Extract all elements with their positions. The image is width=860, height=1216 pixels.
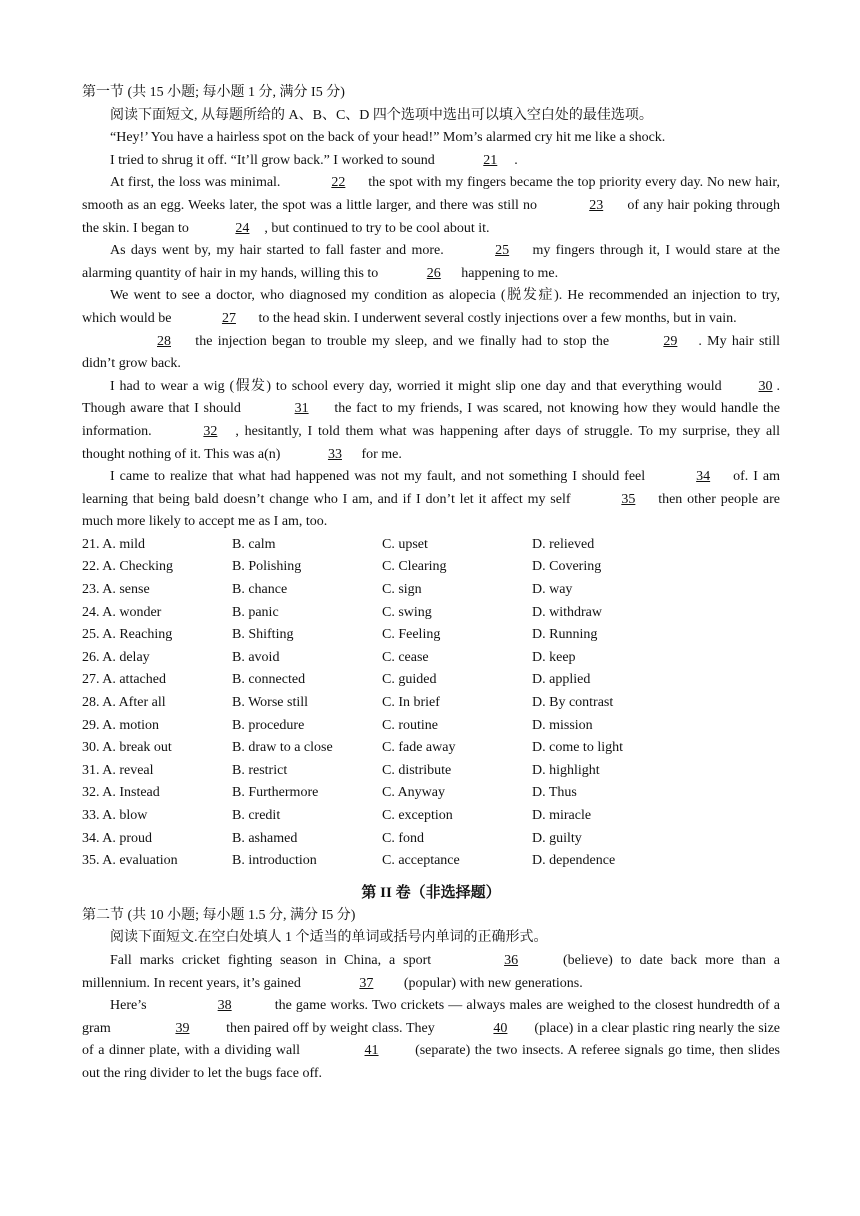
option-b: B. chance bbox=[232, 582, 288, 598]
option-d: D. highlight bbox=[532, 762, 600, 778]
option-d: D. guilty bbox=[532, 830, 582, 846]
option-d: D. way bbox=[532, 582, 573, 598]
option-b: B. calm bbox=[232, 536, 276, 552]
passage-paragraph-6: 28 the injection began to trouble my sleep, and we finally had to stop the 29 . My hair still didn’t grow back. bbox=[82, 331, 780, 376]
blank-24: 24 bbox=[235, 220, 250, 236]
option-a: 34. A. proud bbox=[82, 830, 152, 846]
option-a: 30. A. break out bbox=[82, 740, 172, 756]
option-row bbox=[82, 805, 780, 828]
section1-header: 第一节 (共 15 小题; 每小题 1 分, 满分 I5 分) bbox=[82, 85, 345, 100]
option-c: C. guided bbox=[382, 672, 437, 688]
option-c: C. fond bbox=[382, 830, 424, 846]
passage-paragraph-4: As days went by, my hair started to fall faster and more. 25 my fingers through it, I would stare at the alarming quantity of hair in my hands, willing this to 26 happening to me. bbox=[82, 240, 780, 285]
option-d: D. relieved bbox=[532, 536, 595, 552]
option-b: B. avoid bbox=[232, 649, 280, 665]
option-b: B. Worse still bbox=[232, 695, 309, 711]
option-a: 32. A. Instead bbox=[82, 785, 160, 801]
option-b: B. procedure bbox=[232, 717, 305, 733]
option-b: B. connected bbox=[232, 672, 306, 688]
option-b: B. ashamed bbox=[232, 830, 298, 846]
option-row bbox=[82, 828, 780, 851]
part2-title: 第 II 卷（非选择题） bbox=[361, 884, 501, 901]
option-b: B. introduction bbox=[232, 853, 317, 869]
option-d: D. withdraw bbox=[532, 604, 602, 620]
blank-35: 35 bbox=[621, 491, 636, 507]
grammar-paragraph-1: Fall marks cricket fighting season in China, a sport 36 (believe) to date back more than a millennium. In recent years, it’s gained 37 (popular) with new generations. bbox=[82, 950, 780, 995]
option-a: 24. A. wonder bbox=[82, 604, 162, 620]
option-b: B. restrict bbox=[232, 762, 288, 778]
option-a: 21. A. mild bbox=[82, 536, 146, 552]
option-row bbox=[82, 737, 780, 760]
blank-29: 29 bbox=[663, 333, 678, 349]
option-row bbox=[82, 782, 780, 805]
option-a: 23. A. sense bbox=[82, 582, 150, 598]
option-a: 35. A. evaluation bbox=[82, 853, 178, 869]
option-d: D. dependence bbox=[532, 853, 616, 869]
option-d: D. applied bbox=[532, 672, 591, 688]
grammar-paragraph-2: Here’s 38 the game works. Two crickets — always males are weighed to the closest hundredth of a gram 39 then paired off by weight class. They 40 (place) in a clear plastic ring nearly the size of a dinner plate, with a dividing wall 41 (separate) the two insects. A referee signals go time, then slides out the ring divider to let the bugs face off. bbox=[82, 995, 780, 1085]
blank-21: 21 bbox=[483, 152, 498, 168]
option-d: D. come to light bbox=[532, 740, 623, 756]
option-a: 29. A. motion bbox=[82, 717, 160, 733]
option-a: 28. A. After all bbox=[82, 695, 166, 711]
blank-31: 31 bbox=[294, 401, 309, 417]
option-c: C. Feeling bbox=[382, 627, 441, 643]
blank-39: 39 bbox=[175, 1020, 190, 1036]
option-a: 26. A. delay bbox=[82, 649, 150, 665]
option-d: D. Thus bbox=[532, 785, 577, 801]
option-d: D. keep bbox=[532, 649, 576, 665]
option-row bbox=[82, 692, 780, 715]
section1-instruction: 阅读下面短文, 从每题所给的 A、B、C、D 四个选项中选出可以填入空白处的最佳选项。 bbox=[110, 107, 653, 123]
option-row bbox=[82, 760, 780, 783]
option-a: 25. A. Reaching bbox=[82, 627, 173, 643]
option-c: C. routine bbox=[382, 717, 438, 733]
option-b: B. Shifting bbox=[232, 627, 294, 643]
option-row bbox=[82, 647, 780, 670]
option-c: C. exception bbox=[382, 808, 453, 823]
option-row bbox=[82, 556, 780, 579]
option-b: B. draw to a close bbox=[232, 740, 333, 756]
blank-26: 26 bbox=[426, 265, 441, 281]
passage-paragraph-7: I had to wear a wig (假发) to school every day, worried it might slip one day and that everything would 30 . Though aware that I should 31 the fact to my friends, I was scared, not knowing how they would handle the information. 32 , hesitantly, I told them what was happening after days of struggle. To my surprise, they all thought nothing of it. This was a(n) 33 for me. bbox=[82, 376, 780, 466]
section2-instruction: 阅读下面短文.在空白处填人 1 个适当的单词或括号内单词的正确形式。 bbox=[110, 930, 548, 946]
option-c: C. swing bbox=[382, 604, 432, 620]
page-content bbox=[82, 82, 780, 1086]
option-d: D. miracle bbox=[532, 808, 592, 823]
option-row bbox=[82, 602, 780, 625]
blank-37: 37 bbox=[359, 975, 374, 991]
option-c: C. Anyway bbox=[382, 785, 445, 801]
option-row bbox=[82, 715, 780, 738]
option-c: C. Clearing bbox=[382, 559, 447, 575]
blank-22: 22 bbox=[331, 175, 346, 191]
passage-paragraph-2: I tried to shrug it off. “It’ll grow back.” I worked to sound 21 . bbox=[82, 150, 780, 173]
option-c: C. upset bbox=[382, 536, 428, 552]
option-c: C. fade away bbox=[382, 740, 456, 756]
option-row bbox=[82, 579, 780, 602]
blank-34: 34 bbox=[696, 469, 711, 485]
option-c: C. sign bbox=[382, 582, 422, 598]
blank-33: 33 bbox=[327, 446, 342, 462]
option-a: 31. A. reveal bbox=[82, 762, 154, 778]
option-b: B. panic bbox=[232, 604, 279, 620]
blank-36: 36 bbox=[504, 952, 519, 968]
blank-30: 30 bbox=[758, 378, 773, 394]
option-row bbox=[82, 850, 780, 873]
option-c: C. acceptance bbox=[382, 853, 460, 869]
option-a: 33. A. blow bbox=[82, 808, 148, 823]
passage-paragraph-1: “Hey!’ You have a hairless spot on the back of your head!” Mom’s alarmed cry hit me like a shock. bbox=[110, 130, 666, 146]
blank-25: 25 bbox=[495, 243, 510, 259]
option-d: D. mission bbox=[532, 717, 593, 733]
option-a: 27. A. attached bbox=[82, 672, 166, 688]
blank-23: 23 bbox=[589, 197, 604, 213]
passage-paragraph-3: At first, the loss was minimal. 22 the spot with my fingers became the top priority every day. No new hair, smooth as an egg. Weeks later, the spot was a little larger, and there was still no 23 of any hair poking through the skin. I began to 24 , but continued to try to be cool about it. bbox=[82, 172, 780, 240]
blank-32: 32 bbox=[203, 423, 218, 439]
option-a: 22. A. Checking bbox=[82, 559, 173, 575]
option-d: D. Running bbox=[532, 627, 598, 643]
option-b: B. credit bbox=[232, 808, 281, 823]
option-d: D. Covering bbox=[532, 559, 602, 575]
blank-40: 40 bbox=[493, 1020, 508, 1036]
option-row bbox=[82, 669, 780, 692]
option-c: C. In brief bbox=[382, 695, 440, 711]
option-b: B. Furthermore bbox=[232, 785, 319, 801]
option-c: C. distribute bbox=[382, 762, 452, 778]
answer-options bbox=[82, 534, 780, 873]
passage-paragraph-5: We went to see a doctor, who diagnosed my condition as alopecia (脱发症). He recommended an injection to try, which would be 27 to the head skin. I underwent several costly injections over a few months, but in vain. bbox=[82, 285, 780, 330]
option-row bbox=[82, 624, 780, 647]
option-d: D. By contrast bbox=[532, 695, 614, 711]
section2-header: 第二节 (共 10 小题; 每小题 1.5 分, 满分 I5 分) bbox=[82, 907, 356, 923]
blank-38: 38 bbox=[217, 998, 232, 1014]
blank-27: 27 bbox=[221, 310, 236, 326]
option-b: B. Polishing bbox=[232, 559, 302, 575]
passage-paragraph-8: I came to realize that what had happened was not my fault, and not something I should feel 34 of. I am learning that being bald doesn’t change who I am, and if I don’t let it affect my self 35 then other people are much more likely to accept me as I am, too. bbox=[82, 466, 780, 534]
option-c: C. cease bbox=[382, 649, 429, 665]
option-row bbox=[82, 534, 780, 557]
blank-41: 41 bbox=[364, 1043, 379, 1059]
blank-28: 28 bbox=[157, 333, 171, 349]
